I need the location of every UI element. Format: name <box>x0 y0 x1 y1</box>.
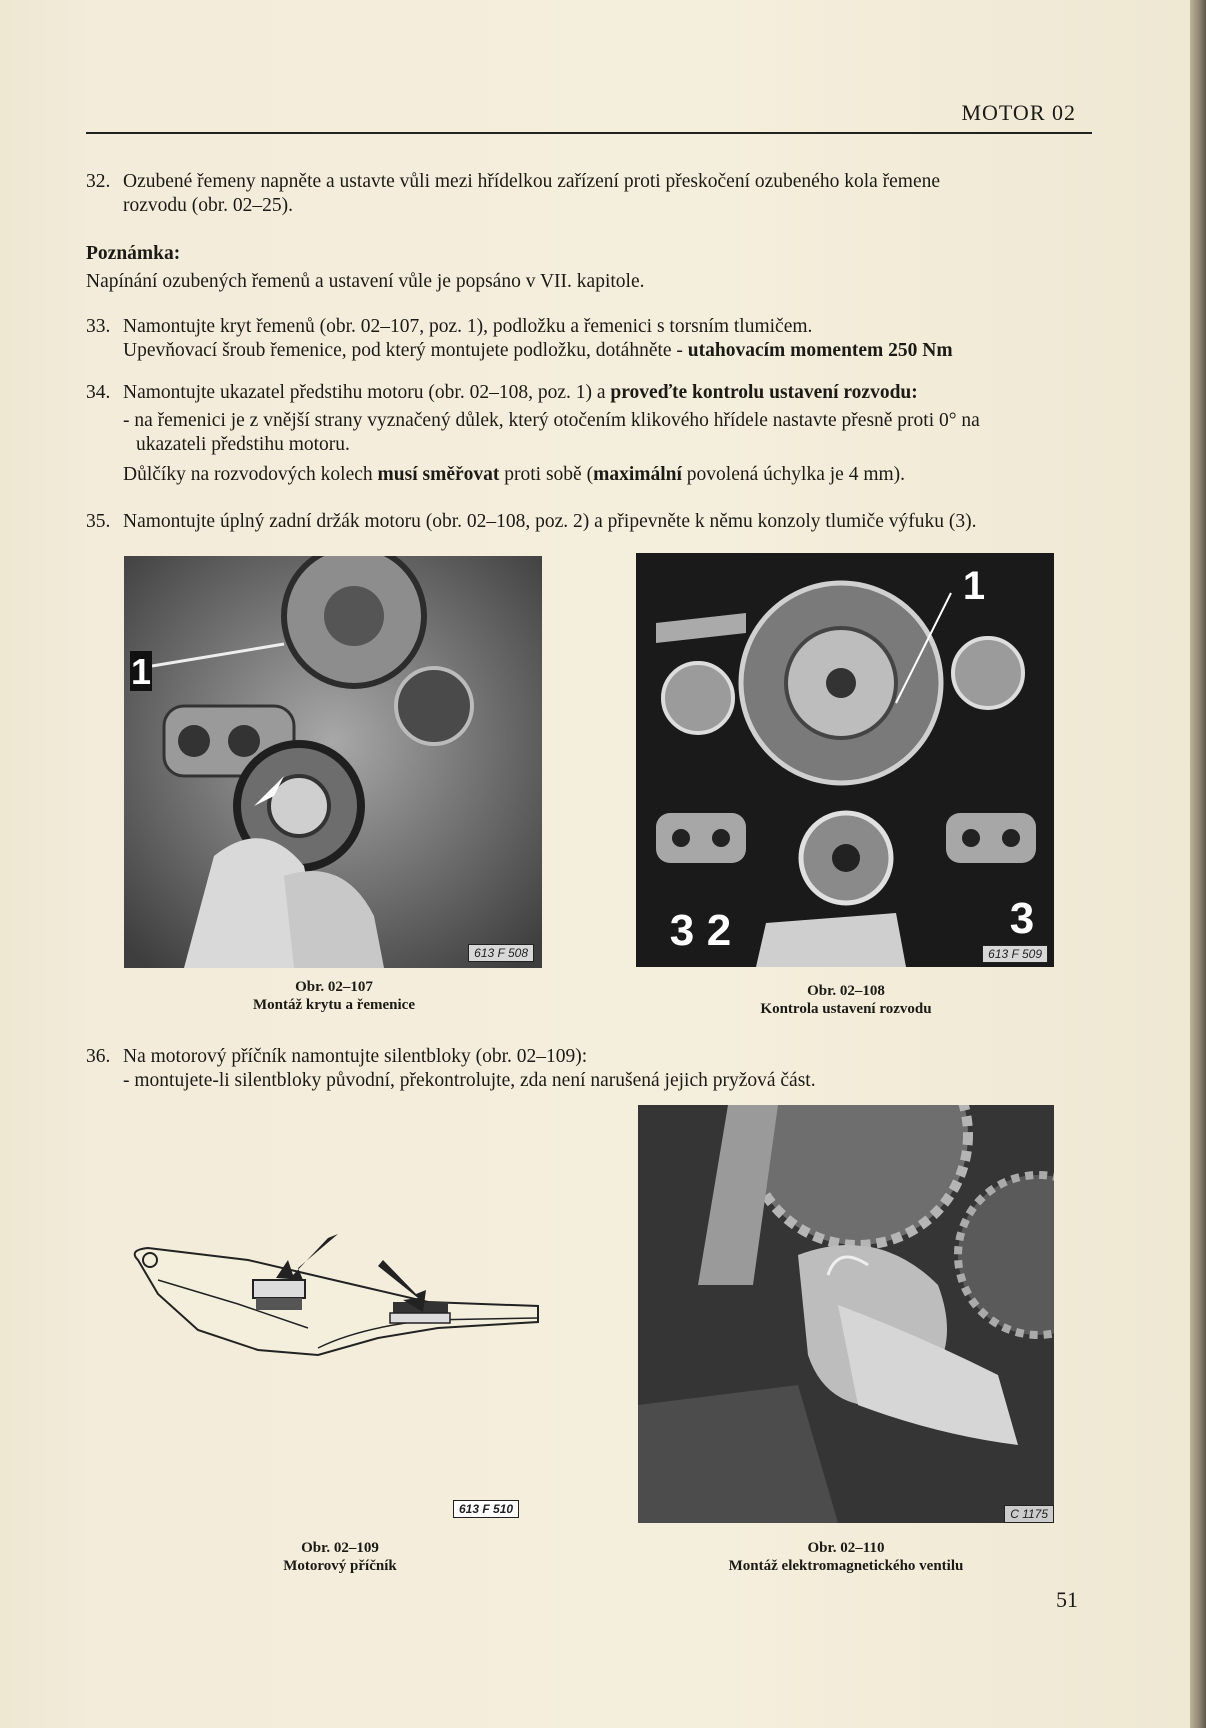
step-line: rozvodu (obr. 02–25). <box>123 195 294 216</box>
dash-item-cont: ukazateli předstihu motoru. <box>136 434 350 455</box>
step-32 <box>86 170 1096 218</box>
step-emphasis: proveďte kontrolu ustavení rozvodu: <box>610 382 918 403</box>
figure-caption-text: Montáž krytu a řemenice <box>252 997 416 1013</box>
step-text <box>123 1045 1096 1093</box>
figure-label: Obr. 02–107 <box>295 979 373 995</box>
step-text: Namontujte úplný zadní držák motoru (obr. 02–108, poz. 2) a připevněte k němu konzoly tlumiče výfuku (3). <box>123 511 977 532</box>
figure-109-code: 613 F 510 <box>453 1500 519 1518</box>
step-emphasis: musí směřovat <box>377 464 500 485</box>
engine-pulley-illustration <box>124 556 542 968</box>
step-35 <box>86 510 1096 534</box>
figure-caption-text: Montáž elektromagnetického ventilu <box>728 1558 964 1574</box>
figure-caption-text: Kontrola ustavení rozvodu <box>760 1001 932 1017</box>
crossmember-drawing <box>128 1220 548 1400</box>
step-34 <box>86 381 1096 487</box>
step-line: Namontujte kryt řemenů (obr. 02–107, poz. 1), podložku a řemenici s torsním tlumičem. <box>123 316 813 337</box>
figure-110-code: C 1175 <box>1004 1505 1054 1523</box>
book-spine-edge <box>1190 0 1206 1728</box>
step-text <box>123 381 1096 487</box>
figure-108-marker-3-right: 3 <box>1009 894 1035 943</box>
step-number: 32. <box>86 171 111 192</box>
figure-label: Obr. 02–109 <box>301 1540 379 1556</box>
figure-108-marker-2: 2 <box>706 906 732 955</box>
step-36 <box>86 1045 1096 1093</box>
figure-110-photo <box>638 1105 1054 1523</box>
figure-108-marker-3-left: 3 <box>669 906 695 955</box>
figure-label: Obr. 02–110 <box>807 1540 885 1556</box>
figure-109-caption <box>190 1539 490 1575</box>
step-line <box>123 381 1096 405</box>
step-line: Na motorový příčník namontujte silentbloky (obr. 02–109): <box>123 1046 588 1067</box>
step-line-part: Důlčíky na rozvodových kolech <box>123 464 378 485</box>
step-line <box>123 339 1096 363</box>
figure-108-code: 613 F 509 <box>982 945 1048 963</box>
figure-label: Obr. 02–108 <box>807 983 885 999</box>
running-header: MOTOR 02 <box>961 100 1076 125</box>
dash-item: - montujete-li silentbloky původní, překontrolujte, zda není narušená jejich pryžová část. <box>123 1070 816 1091</box>
step-text <box>123 170 1096 218</box>
step-text <box>123 315 1096 363</box>
step-33 <box>86 315 1096 363</box>
step-number: 35. <box>86 511 111 532</box>
valve-mounting-illustration <box>638 1105 1054 1523</box>
figure-107-photo <box>124 556 542 968</box>
step-line-part: Namontujte ukazatel předstihu motoru (obr. 02–108, poz. 1) a <box>123 382 611 403</box>
figure-107-code: 613 F 508 <box>468 944 534 962</box>
figure-108-photo <box>636 553 1054 967</box>
figure-107-marker: 1 <box>130 651 152 692</box>
step-line <box>123 463 1096 487</box>
note-title: Poznámka: <box>86 243 181 264</box>
step-number: 33. <box>86 316 111 337</box>
figure-108-caption <box>696 982 996 1018</box>
figure-110-caption <box>676 1539 1016 1575</box>
timing-belt-illustration <box>636 553 1054 967</box>
step-emphasis: maximální <box>593 464 682 485</box>
step-line-part: proti sobě ( <box>499 464 594 485</box>
torque-value: utahovacím momentem 250 Nm <box>687 340 953 361</box>
step-line-part: povolená úchylka je 4 mm). <box>681 464 906 485</box>
note-text: Napínání ozubených řemenů a ustavení vůle je popsáno v VII. kapitole. <box>86 271 645 292</box>
figure-109-drawing <box>128 1220 548 1400</box>
page-number: 51 <box>1056 1587 1078 1612</box>
figure-108-marker-1: 1 <box>962 564 986 608</box>
figure-caption-text: Motorový příčník <box>283 1558 397 1574</box>
step-line: Ozubené řemeny napněte a ustavte vůli mezi hřídelkou zařízení proti přeskočení ozubeného kola řemene <box>123 171 941 192</box>
figure-107-caption <box>184 978 484 1014</box>
step-line-part: Upevňovací šroub řemenice, pod který montujete podložku, dotáhněte - <box>123 340 688 361</box>
step-number: 34. <box>86 382 111 403</box>
header-rule <box>86 132 1092 134</box>
dash-item: - na řemenici je z vnější strany vyznačený důlek, který otočením klikového hřídele nastavte přesně proti 0° na <box>123 410 980 431</box>
note <box>86 242 1096 294</box>
step-number: 36. <box>86 1046 111 1067</box>
